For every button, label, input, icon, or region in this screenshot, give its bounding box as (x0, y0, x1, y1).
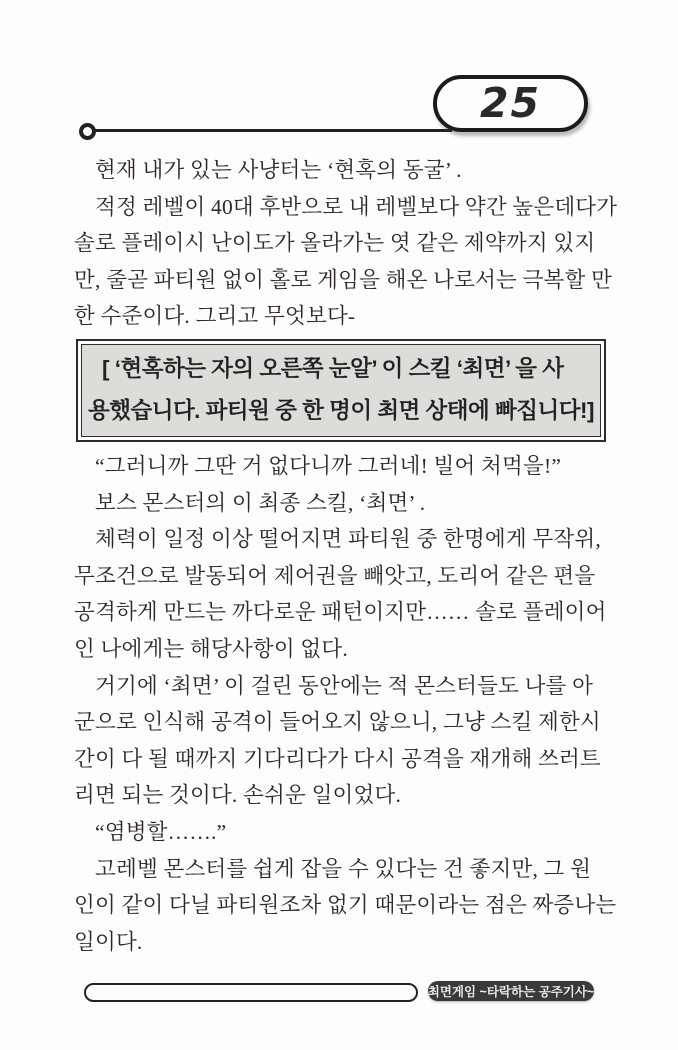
system-message-line: 용했습니다. 파티원 중 한 명이 최면 상태에 빠집니다!] (88, 397, 594, 423)
text-line: 한 수준이다. 그리고 무엇보다- (74, 304, 356, 329)
footer-blank-bar (84, 983, 418, 1002)
text-line: 리면 되는 것이다. 손쉬운 일이었다. (74, 783, 402, 808)
text-line: 만, 줄곧 파티원 없이 홀로 게임을 해온 나로서는 극복할 만 (74, 267, 613, 292)
text-line: 보스 몬스터의 이 최종 스킬, ‘최면’ . (95, 490, 426, 515)
text-line: 솔로 플레이시 난이도가 올라가는 엿 같은 제약까지 있지 (74, 231, 596, 256)
text-line: 고레벨 몬스터를 쉽게 잡을 수 있다는 건 좋지만, 그 원 (95, 856, 592, 881)
text-line: 공격하게 만드는 까다로운 패턴이지만…… 솔로 플레이어 (74, 600, 607, 625)
series-title: 최면게임 ~타락하는 공주기사~ (427, 985, 595, 999)
page-number-badge (433, 75, 588, 132)
header-line-ring-icon (79, 123, 96, 140)
text-line: 적정 레벨이 40대 후반으로 내 레벨보다 약간 높은데다가 (95, 194, 618, 219)
text-line: 거기에 ‘최면’ 이 걸린 동안에는 적 몬스터들도 나를 아 (95, 673, 594, 698)
system-message-line: [ ‘현혹하는 자의 오른쪽 눈알’ 이 스킬 ‘최면’ 을 사 (102, 355, 564, 381)
header-rule-line (90, 129, 452, 132)
text-line: 무조건으로 발동되어 제어권을 빼앗고, 도리어 같은 편을 (74, 563, 596, 588)
page-number: 25 (479, 78, 542, 127)
body-text (74, 152, 618, 960)
text-line: 간이 다 될 때까지 기다리다가 다시 공격을 재개해 쓰러트 (74, 746, 601, 771)
text-line: 일이다. (74, 929, 143, 954)
system-message-box-inner (81, 344, 601, 437)
text-line: “그러니까 그딴 거 없다니까 그러네! 빌어 처먹을!” (95, 453, 562, 478)
series-title-badge (428, 981, 594, 1001)
system-message-box (76, 339, 606, 442)
text-line: 인 나에게는 해당사항이 없다. (74, 636, 348, 661)
text-line: 현재 내가 있는 사냥터는 ‘현혹의 동굴’ . (95, 158, 462, 182)
text-line: 군으로 인식해 공격이 들어오지 않으니, 그냥 스킬 제한시 (74, 710, 601, 735)
text-line: 인이 같이 다닐 파티원조차 없기 때문이라는 점은 짜증나는 (74, 893, 617, 918)
text-line: 체력이 일정 이상 떨어지면 파티원 중 한명에게 무작위, (95, 527, 601, 552)
text-line: “염병할…….” (95, 819, 227, 844)
